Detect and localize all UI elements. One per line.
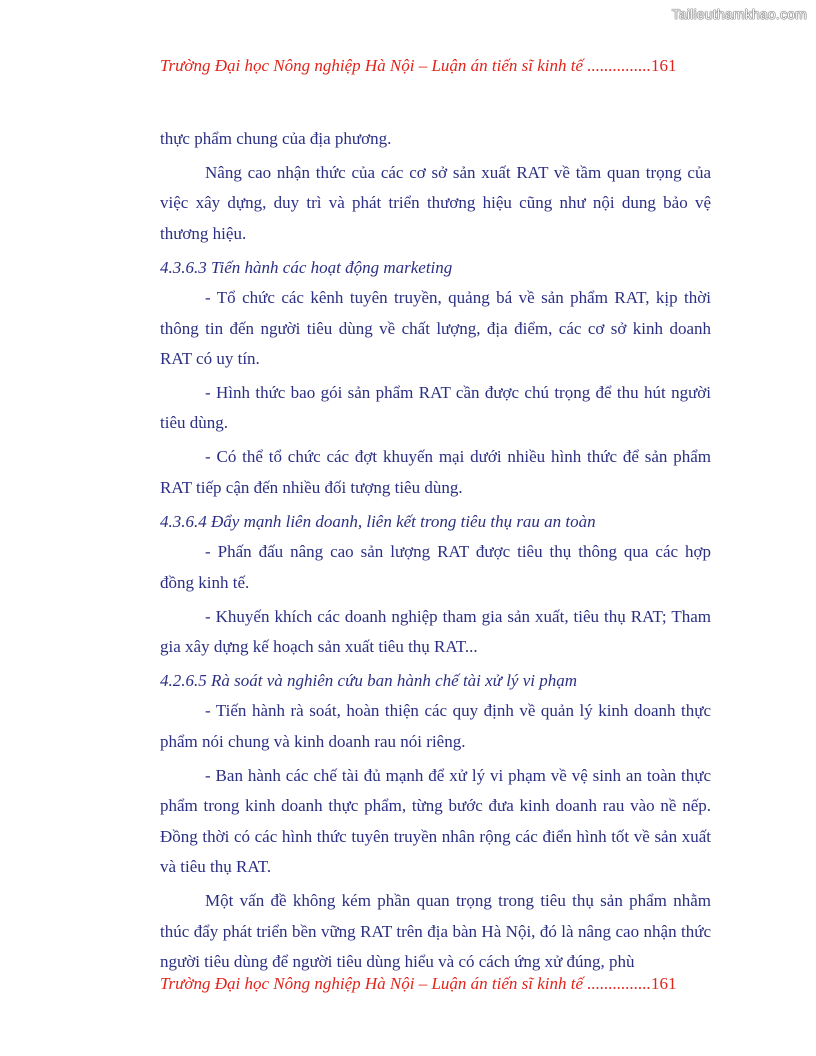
watermark: Tailieuthamkhao.com [671,6,807,22]
paragraph: - Có thể tổ chức các đợt khuyến mại dưới nhiều hình thức để sản phẩm RAT tiếp cận đến nhiều đối tượng tiêu dùng. [160,447,711,497]
paragraph: - Ban hành các chế tài đủ mạnh để xử lý vi phạm về vệ sinh an toàn thực phẩm trong kinh doanh thực phẩm, từng bước đưa kinh doanh rau vào nề nếp. Đồng thời có các hình thức tuyên truyền nhân rộng các điển hình tốt về sản xuất và tiêu thụ RAT. [160,765,711,877]
header-page-number: 161 [651,56,677,75]
paragraph: - Phấn đấu nâng cao sản lượng RAT được tiêu thụ thông qua các hợp đồng kinh tế. [160,542,711,592]
footer-page-number: 161 [651,974,677,993]
header-text: Trường Đại học Nông nghiệp Hà Nội – Luận án tiến sĩ kinh tế ............... [160,56,652,75]
paragraph: Một vấn đề không kém phần quan trọng trong tiêu thụ sản phẩm nhằm thúc đẩy phát triển bền vững RAT trên địa bàn Hà Nội, đó là nâng cao nhận thức người tiêu dùng để người tiêu dùng hiểu và có cách ứng xử đúng, phù [160,891,711,971]
running-header [160,56,720,76]
footer-text: Trường Đại học Nông nghiệp Hà Nội – Luận án tiến sĩ kinh tế ............... [160,974,652,993]
paragraph: thực phẩm chung của địa phương. [160,129,392,148]
running-footer [160,974,720,994]
paragraph: - Tổ chức các kênh tuyên truyền, quảng bá về sản phẩm RAT, kịp thời thông tin đến người tiêu dùng về chất lượng, địa điểm, các cơ sở kinh doanh RAT có uy tín. [160,288,711,369]
section-heading: 4.2.6.5 Rà soát và nghiên cứu ban hành chế tài xử lý vi phạm [160,671,578,691]
paragraph: - Hình thức bao gói sản phẩm RAT cần được chú trọng để thu hút người tiêu dùng. [160,383,711,433]
paragraph: - Tiến hành rà soát, hoàn thiện các quy định về quản lý kinh doanh thực phẩm nói chung và kinh doanh rau nói riêng. [160,701,711,751]
section-heading: 4.3.6.3 Tiến hành các hoạt động marketing [160,257,453,277]
page-body [160,124,711,981]
paragraph: Nâng cao nhận thức của các cơ sở sản xuất RAT về tầm quan trọng của việc xây dựng, duy trì và phát triển thương hiệu cũng như nội dung bảo vệ thương hiệu. [160,163,711,243]
section-heading: 4.3.6.4 Đẩy mạnh liên doanh, liên kết trong tiêu thụ rau an toàn [160,511,596,531]
paragraph: - Khuyến khích các doanh nghiệp tham gia sản xuất, tiêu thụ RAT; Tham gia xây dựng kế hoạch sản xuất tiêu thụ RAT... [160,606,711,657]
